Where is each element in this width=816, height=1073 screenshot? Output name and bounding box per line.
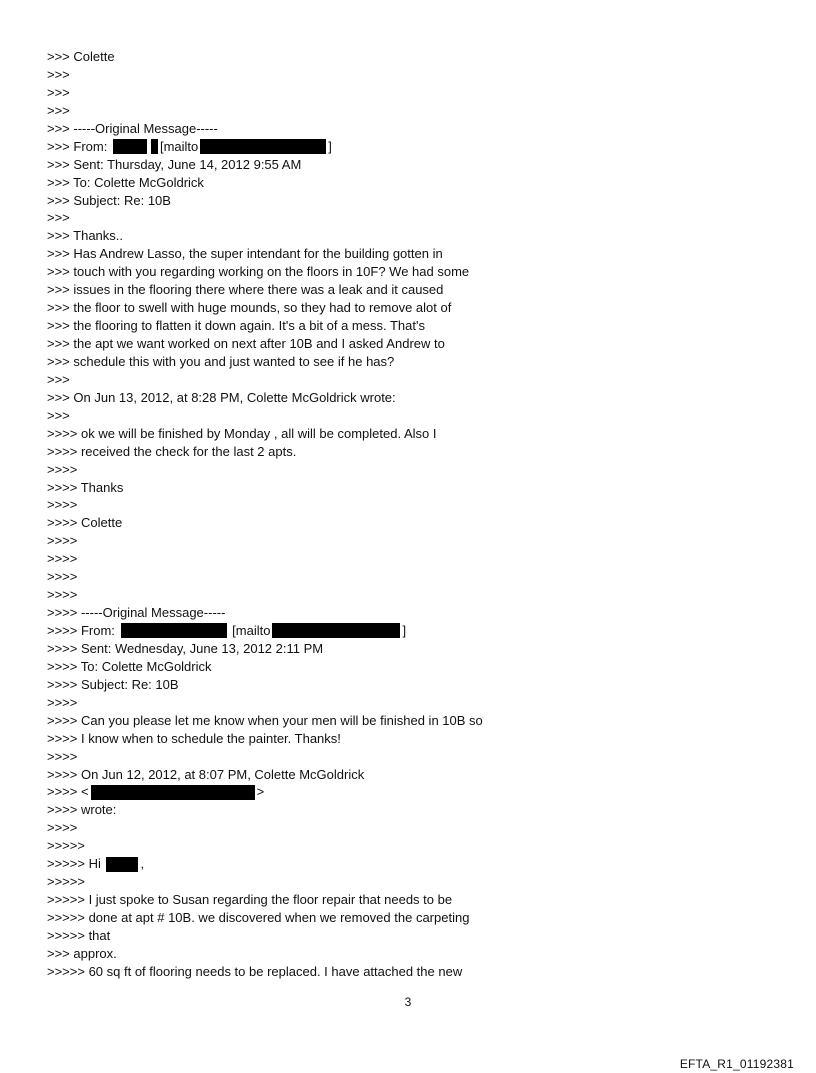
- email-line: >>> schedule this with you and just wanted to see if he has?: [47, 353, 395, 369]
- email-line: >>>>: [47, 551, 78, 567]
- email-line: >>>: [47, 102, 70, 118]
- email-line: >>>> Thanks: [47, 479, 124, 495]
- email-line: >>>> Colette: [47, 515, 123, 531]
- email-line: >>> Thanks..: [47, 228, 124, 244]
- email-line: >>> Sent: Thursday, June 14, 2012 9:55 AM: [47, 156, 302, 172]
- email-line: >>>> wrote:: [47, 802, 117, 818]
- email-line: >>>> Sent: Wednesday, June 13, 2012 2:11 PM: [47, 640, 324, 656]
- redaction-box: [200, 139, 326, 154]
- email-line: [47, 783, 767, 801]
- email-line: >>> issues in the flooring there where there was a leak and it caused: [47, 282, 444, 298]
- email-line: >>>>: [47, 587, 78, 603]
- redaction-box: [106, 857, 138, 872]
- email-line: >>>> On Jun 12, 2012, at 8:07 PM, Colette McGoldrick: [47, 766, 365, 782]
- email-line: >>>: [47, 66, 70, 82]
- email-line: >>> the apt we want worked on next after 10B and I asked Andrew to: [47, 336, 445, 351]
- email-line: >>>>>: [47, 874, 85, 890]
- email-line: >>>>: [47, 820, 78, 836]
- email-line: >>>: [47, 407, 70, 423]
- email-line: >>>>> 60 sq ft of flooring needs to be replaced. I have attached the new: [47, 963, 463, 979]
- email-line: >>> -----Original Message-----: [47, 120, 218, 136]
- email-line: >>> On Jun 13, 2012, at 8:28 PM, Colette McGoldrick wrote:: [47, 389, 396, 405]
- email-line: >>>>: [47, 533, 78, 549]
- redaction-box: [121, 623, 227, 638]
- email-line: >>>: [47, 84, 70, 100]
- email-line: >>> touch with you regarding working on the floors in 10F? We had some: [47, 264, 470, 280]
- email-line-text: ]: [402, 623, 407, 638]
- email-line: >>>>: [47, 694, 78, 710]
- email-line: >>>>>: [47, 838, 85, 854]
- email-line: >>> the flooring to flatten it down again. It's a bit of a mess. That's: [47, 318, 425, 334]
- email-line: >>>: [47, 371, 70, 387]
- email-line-text: >>>>> Hi: [47, 856, 105, 872]
- email-line-text: ,: [140, 856, 145, 872]
- email-line-text: >>>> <: [47, 784, 89, 800]
- email-line: >>>>> I just spoke to Susan regarding the floor repair that needs to be: [47, 892, 453, 908]
- email-line: >>> the floor to swell with huge mounds, so they had to remove alot of: [47, 300, 452, 316]
- redaction-box: [113, 139, 147, 154]
- email-line: >>>> received the check for the last 2 apts.: [47, 443, 297, 459]
- email-body: [47, 48, 767, 981]
- email-line: >>>>: [47, 461, 78, 477]
- email-line: >>> Has Andrew Lasso, the super intendant for the building gotten in: [47, 246, 443, 262]
- email-line: >>> To: Colette McGoldrick: [47, 174, 204, 190]
- email-line: >>>> Subject: Re: 10B: [47, 676, 179, 692]
- email-line: >>>>: [47, 748, 78, 764]
- email-line-text: >>> From:: [47, 138, 111, 154]
- email-line: >>>> To: Colette McGoldrick: [47, 658, 212, 674]
- email-line: >>>>> done at apt # 10B. we discovered when we removed the carpeting: [47, 910, 470, 925]
- email-line: >>>> ok we will be finished by Monday , all will be completed. Also I: [47, 425, 437, 441]
- email-line-text: ]: [328, 138, 332, 154]
- email-line: >>>> I know when to schedule the painter. Thanks!: [47, 730, 341, 746]
- email-line: >>>>: [47, 497, 78, 513]
- email-line-text: [mailto: [228, 623, 271, 638]
- email-line-text: >>>> From:: [47, 623, 119, 638]
- redaction-box: [272, 623, 400, 638]
- email-line: >>>> Can you please let me know when your men will be finished in 10B so: [47, 712, 483, 728]
- email-line: >>>> -----Original Message-----: [47, 605, 226, 621]
- email-line-text: [mailto: [159, 138, 199, 154]
- email-line-text: >: [256, 784, 265, 800]
- email-line: [47, 622, 767, 640]
- email-line: [47, 138, 767, 156]
- redaction-box: [151, 139, 158, 154]
- email-line: >>>>: [47, 569, 78, 585]
- page-number: 3: [404, 995, 412, 1009]
- email-line: >>> approx.: [47, 945, 117, 961]
- email-line: [47, 855, 767, 873]
- email-line: >>> Colette: [47, 49, 115, 64]
- bates-number: EFTA_R1_01192381: [679, 1057, 794, 1071]
- email-line: >>>: [47, 210, 70, 226]
- redaction-box: [91, 785, 255, 800]
- email-line: >>>>> that: [47, 927, 111, 943]
- email-line: >>> Subject: Re: 10B: [47, 192, 171, 208]
